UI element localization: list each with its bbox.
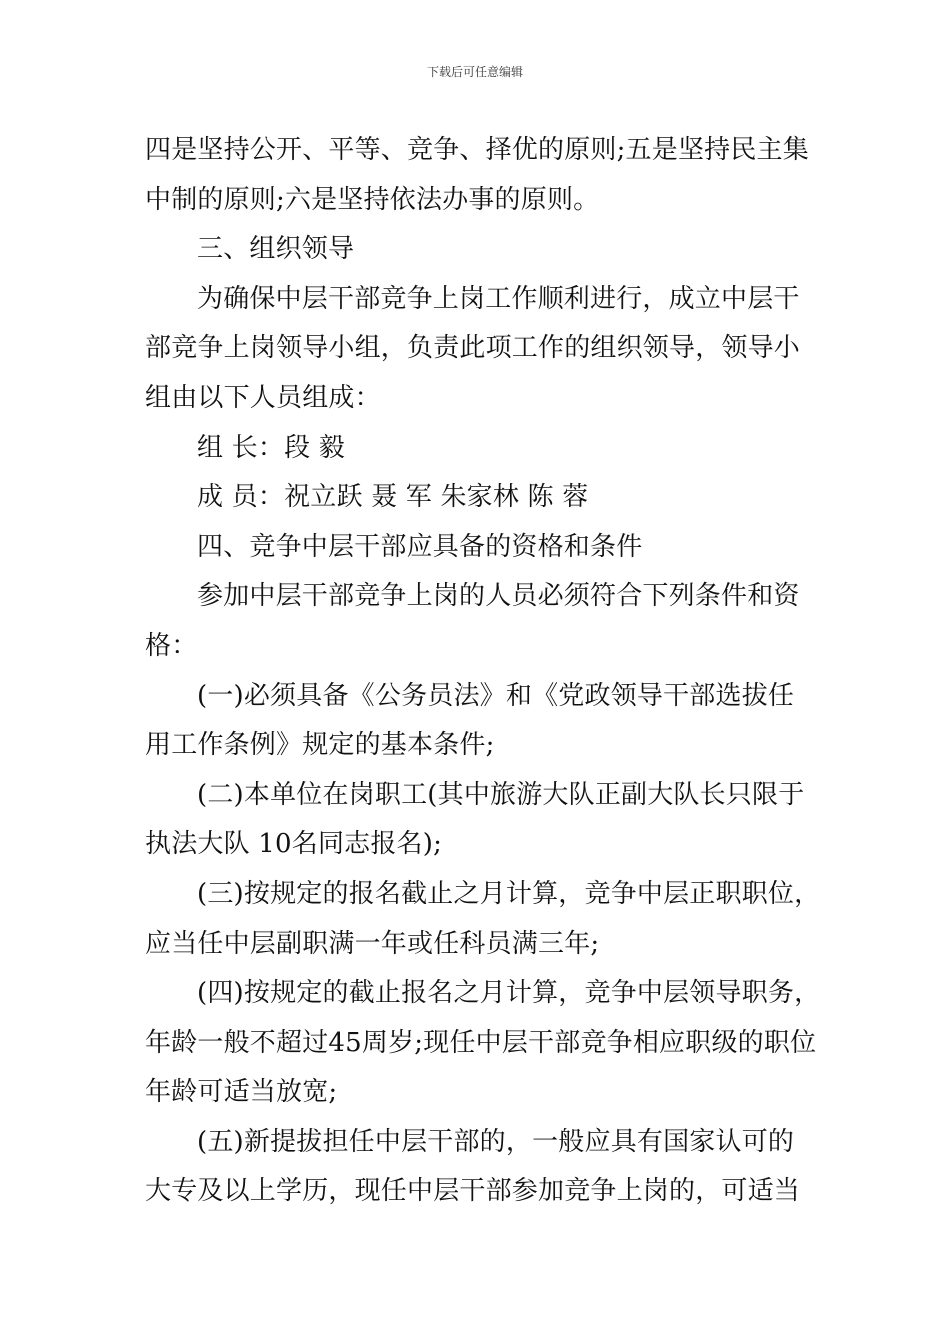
- text-line: 四是坚持公开、平等、竞争、择优的原则;五是坚持民主集: [145, 135, 809, 165]
- text-line: 年龄可适当放宽;: [145, 1077, 338, 1108]
- condition-item: (三)按规定的报名截止之月计算，竞争中层正职职位，: [197, 878, 821, 909]
- text-line: 中制的原则;六是坚持依法办事的原则。: [145, 184, 600, 215]
- text-line: 执法大队 10名同志报名);: [145, 829, 443, 860]
- text-line: 应当任中层副职满一年或任科员满三年;: [145, 928, 600, 959]
- group-leader-line: 组 长：段 毅: [197, 432, 345, 463]
- text-line: 参加中层干部竞争上岗的人员必须符合下列条件和资: [197, 581, 800, 612]
- group-members-line: 成 员：祝立跃 聂 军 朱家林 陈 蓉: [197, 482, 589, 513]
- text-line: 年龄一般不超过45周岁;现任中层干部竞争相应职级的职位: [145, 1027, 817, 1058]
- text-line: 组由以下人员组成：: [145, 382, 381, 413]
- document-body: [145, 126, 821, 1217]
- section-heading: 三、组织领导: [197, 234, 355, 265]
- text-line: 部竞争上岗领导小组，负责此项工作的组织领导，领导小: [145, 333, 801, 364]
- text-line: 格：: [145, 630, 198, 661]
- condition-item: (四)按规定的截止报名之月计算，竞争中层领导职务，: [197, 978, 821, 1009]
- page-header-note: 下载后可任意编辑: [426, 65, 523, 79]
- condition-item: (二)本单位在岗职工(其中旅游大队正副大队长只限于: [197, 779, 805, 810]
- text-line: 用工作条例》规定的基本条件;: [145, 730, 495, 761]
- section-heading: 四、竞争中层干部应具备的资格和条件: [197, 531, 643, 562]
- text-line: 大专及以上学历，现任中层干部参加竞争上岗的，可适当: [145, 1176, 801, 1207]
- condition-item: (五)新提拔担任中层干部的，一般应具有国家认可的: [197, 1126, 795, 1157]
- condition-item: (一)必须具备《公务员法》和《党政领导干部选拔任: [197, 680, 795, 711]
- text-line: 为确保中层干部竞争上岗工作顺利进行，成立中层干: [197, 283, 800, 314]
